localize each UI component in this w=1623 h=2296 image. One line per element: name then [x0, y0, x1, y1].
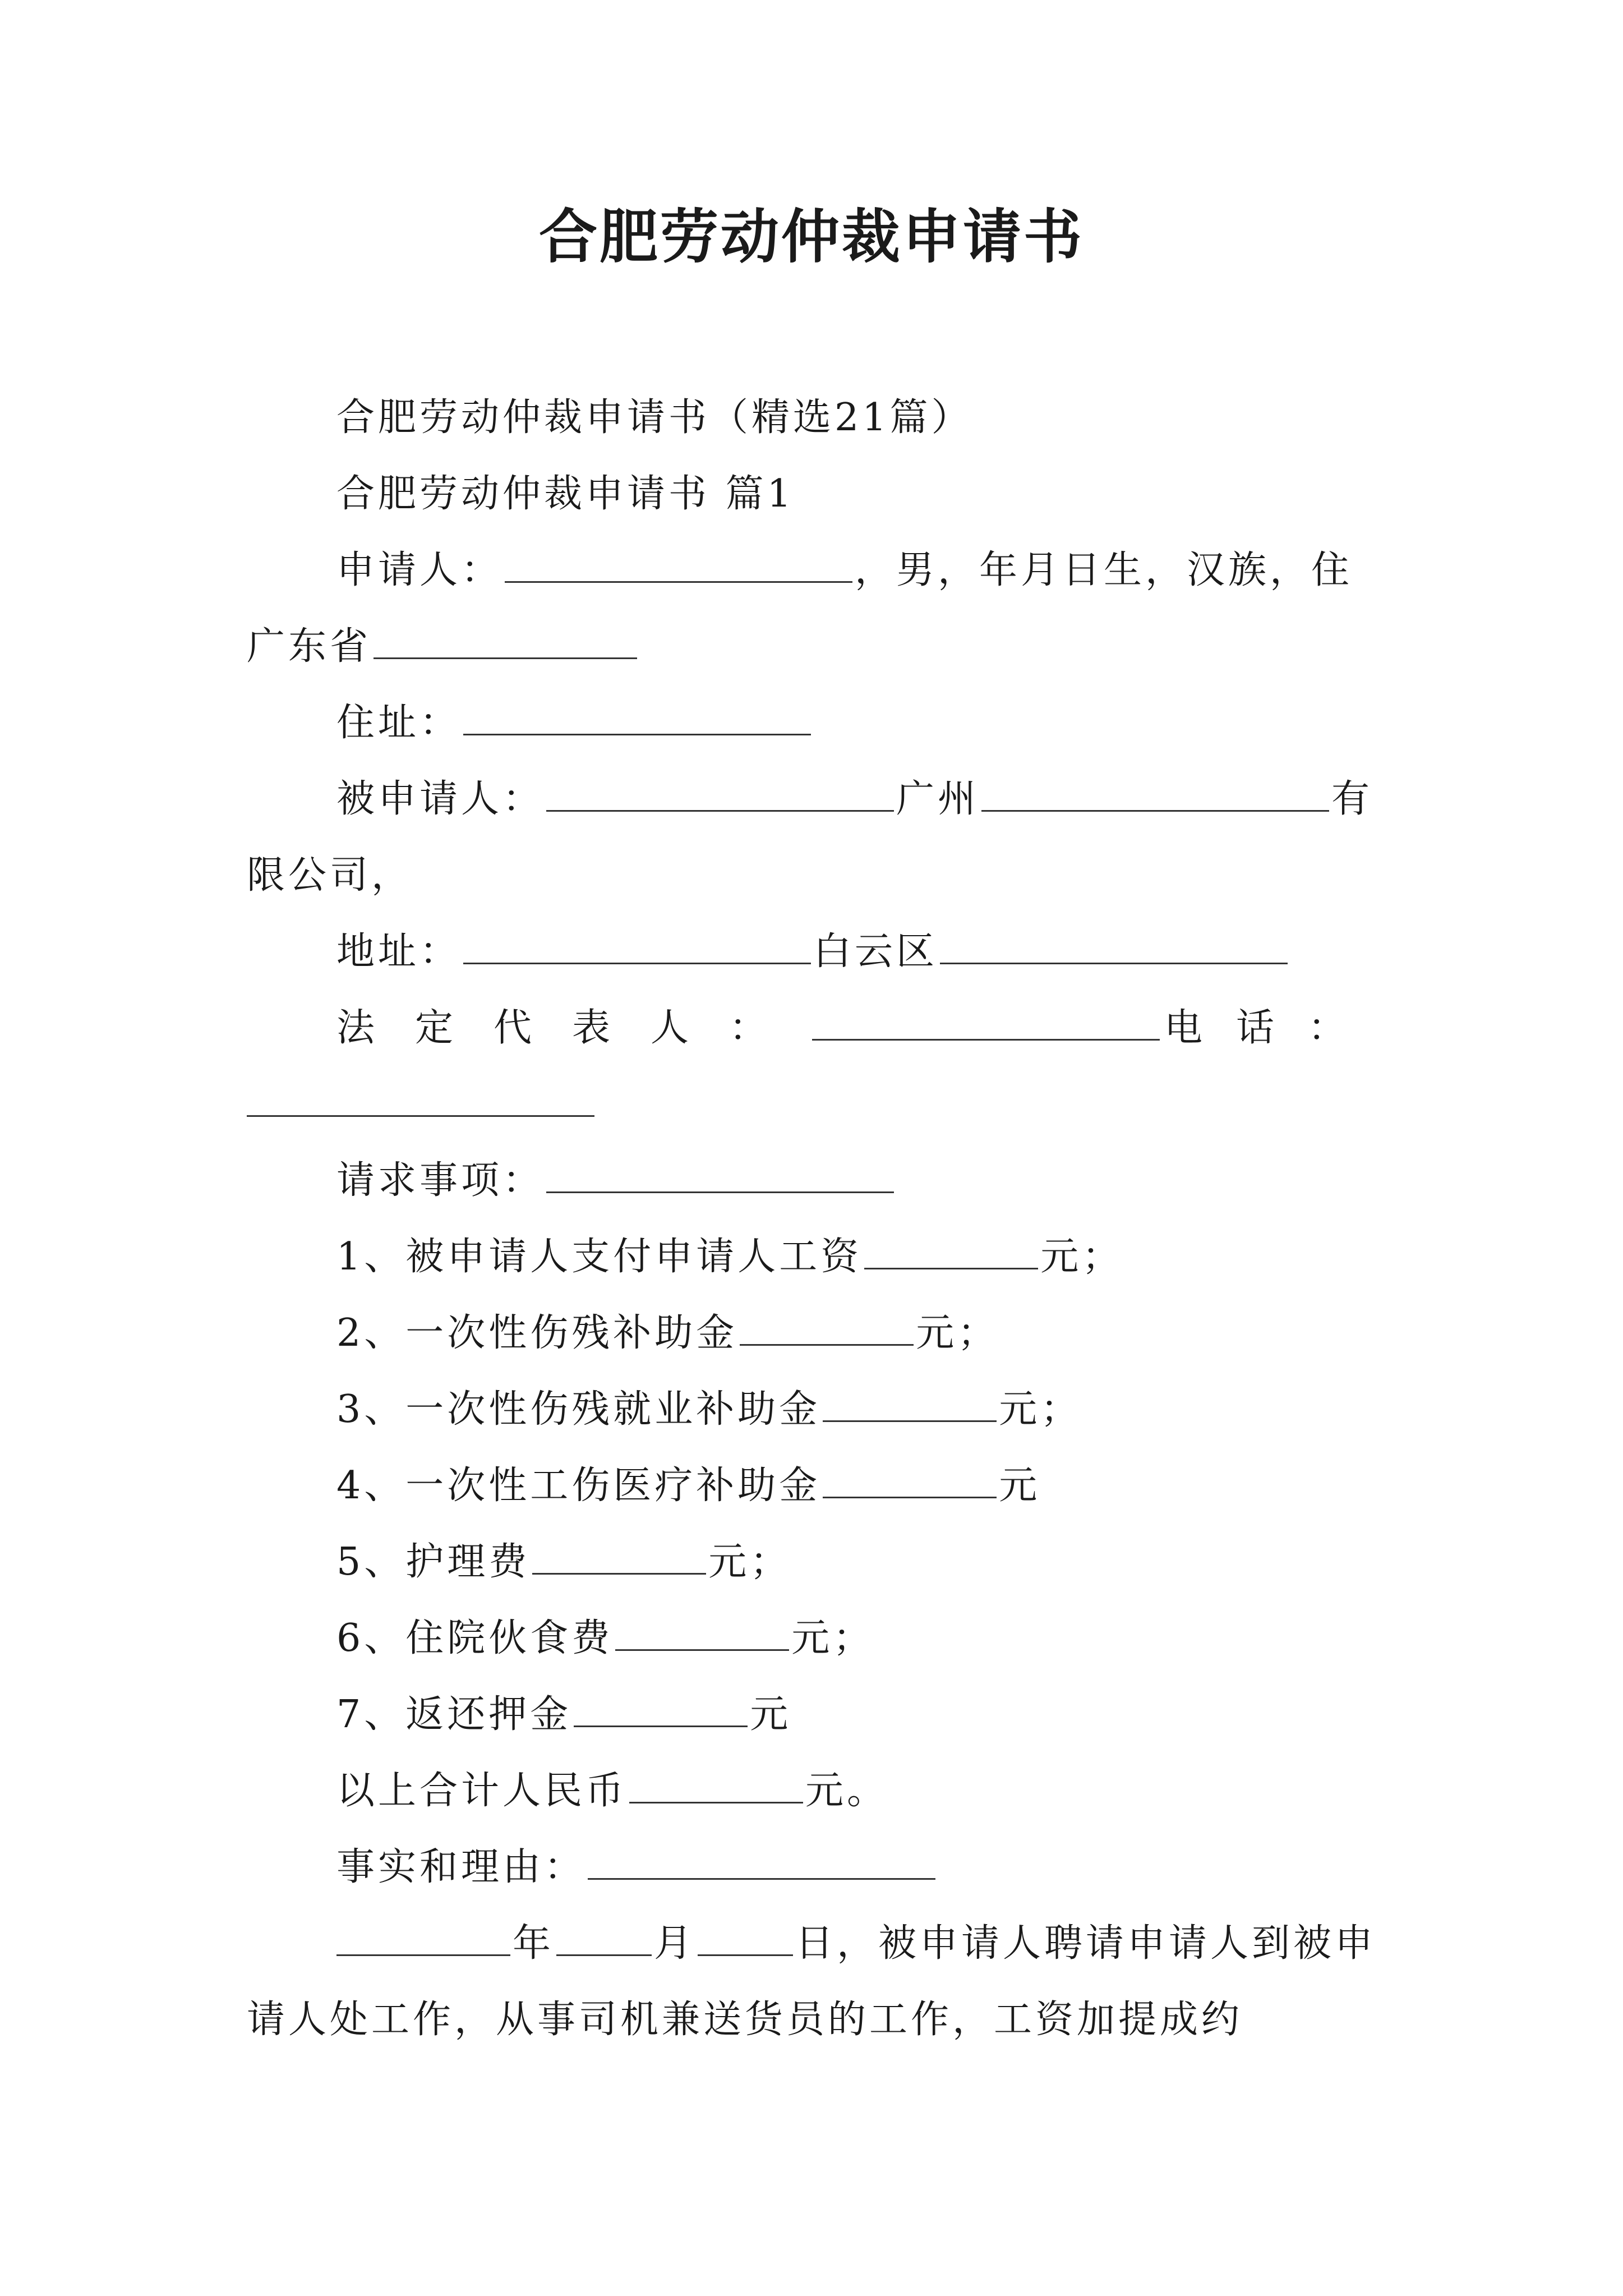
- claim-item: [336, 1613, 874, 1664]
- day-blank: [698, 1918, 793, 1956]
- legal-rep-label: 法定代表人：: [336, 1006, 808, 1050]
- total-text: 以上合计人民币: [336, 1769, 628, 1813]
- claims-label: 请求事项：: [336, 1158, 545, 1203]
- claim-amount-blank: [864, 1232, 1038, 1269]
- claim-unit: 元: [750, 1692, 792, 1737]
- claim-amount-blank: [823, 1384, 997, 1422]
- phone-blank-line: [247, 1079, 597, 1130]
- claim-amount-blank: [574, 1690, 748, 1727]
- claim-text: 6、住院伙食费: [336, 1616, 614, 1660]
- respondent-line: [336, 774, 1373, 825]
- respondent-company-blank: [981, 774, 1329, 812]
- province-blank: [374, 622, 637, 659]
- claim-text: 7、返还押金: [336, 1692, 572, 1737]
- address-label: 住址：: [336, 701, 462, 745]
- claim-text: 3、一次性伤残就业补助金: [336, 1387, 821, 1432]
- applicant-province-line: [247, 622, 639, 672]
- applicant-label: 申请人：: [336, 548, 503, 592]
- total-unit: 元。: [805, 1769, 889, 1813]
- district: 白云区: [813, 930, 938, 974]
- facts-line: [336, 1842, 938, 1893]
- respondent-suffix: 有: [1331, 777, 1373, 821]
- total-blank: [629, 1766, 803, 1803]
- claim-unit: 元；: [916, 1311, 999, 1355]
- claim-unit: 元；: [999, 1387, 1082, 1432]
- document-subtitle: 合肥劳动仲裁申请书（精选21篇）: [336, 395, 973, 440]
- facts-date-line: [336, 1918, 1376, 1969]
- claim-item: [336, 1308, 999, 1359]
- applicant-details: ，男，年月日生，汉族，住: [855, 548, 1353, 592]
- claim-item: [336, 1461, 1040, 1511]
- applicant-line: [336, 545, 1353, 596]
- claim-text: 1、被申请人支付申请人工资: [336, 1235, 863, 1279]
- claim-unit: 元；: [708, 1540, 792, 1584]
- address-blank: [463, 698, 811, 735]
- respondent-city: 广州: [896, 777, 980, 821]
- claim-amount-blank: [615, 1613, 789, 1651]
- claim-amount-blank: [740, 1308, 914, 1346]
- applicant-province: 广东省: [247, 624, 372, 669]
- section-heading: 合肥劳动仲裁申请书 篇1: [336, 472, 795, 516]
- address-line: [336, 698, 813, 748]
- claim-unit: 元；: [791, 1616, 875, 1660]
- district-blank: [940, 927, 1288, 964]
- claim-item: [336, 1537, 791, 1588]
- legal-rep-line: [336, 1003, 1380, 1053]
- respondent-suffix-line: 限公司，: [247, 853, 413, 898]
- month-blank: [556, 1918, 652, 1956]
- respondent-label: 被申请人：: [336, 777, 545, 821]
- claim-text: 2、一次性伤残补助金: [336, 1311, 738, 1355]
- claim-unit: 元: [999, 1464, 1041, 1508]
- claims-line: [336, 1156, 896, 1206]
- claim-text: 4、一次性工伤医疗补助金: [336, 1464, 821, 1508]
- phone-blank: [247, 1079, 594, 1117]
- facts-year: 年: [513, 1921, 555, 1966]
- address2-label: 地址：: [336, 930, 462, 974]
- address2-line: [336, 927, 1290, 977]
- facts-month: 月: [654, 1921, 696, 1966]
- claim-item: [336, 1384, 1082, 1435]
- address2-blank: [463, 927, 811, 964]
- claim-item: [336, 1690, 791, 1740]
- year-blank: [336, 1918, 510, 1956]
- total-line: [336, 1766, 888, 1816]
- phone-label: 电话：: [1164, 1006, 1380, 1050]
- facts-day: 日，被申请人聘请申请人到被申: [795, 1921, 1377, 1966]
- claim-amount-blank: [823, 1461, 997, 1498]
- claim-amount-blank: [532, 1537, 706, 1575]
- document-title: 合肥劳动仲裁申请书: [538, 202, 1084, 271]
- facts-label: 事实和理由：: [336, 1845, 586, 1889]
- legal-rep-blank: [812, 1003, 1160, 1041]
- facts-blank: [588, 1842, 935, 1880]
- facts-line2: 请人处工作，从事司机兼送货员的工作，工资加提成约: [247, 1998, 1243, 2042]
- claims-blank: [546, 1156, 894, 1193]
- claim-item: [336, 1232, 1123, 1282]
- respondent-blank: [546, 774, 894, 812]
- applicant-name-blank: [505, 545, 852, 583]
- claim-unit: 元；: [1040, 1235, 1124, 1279]
- claim-text: 5、护理费: [336, 1540, 531, 1584]
